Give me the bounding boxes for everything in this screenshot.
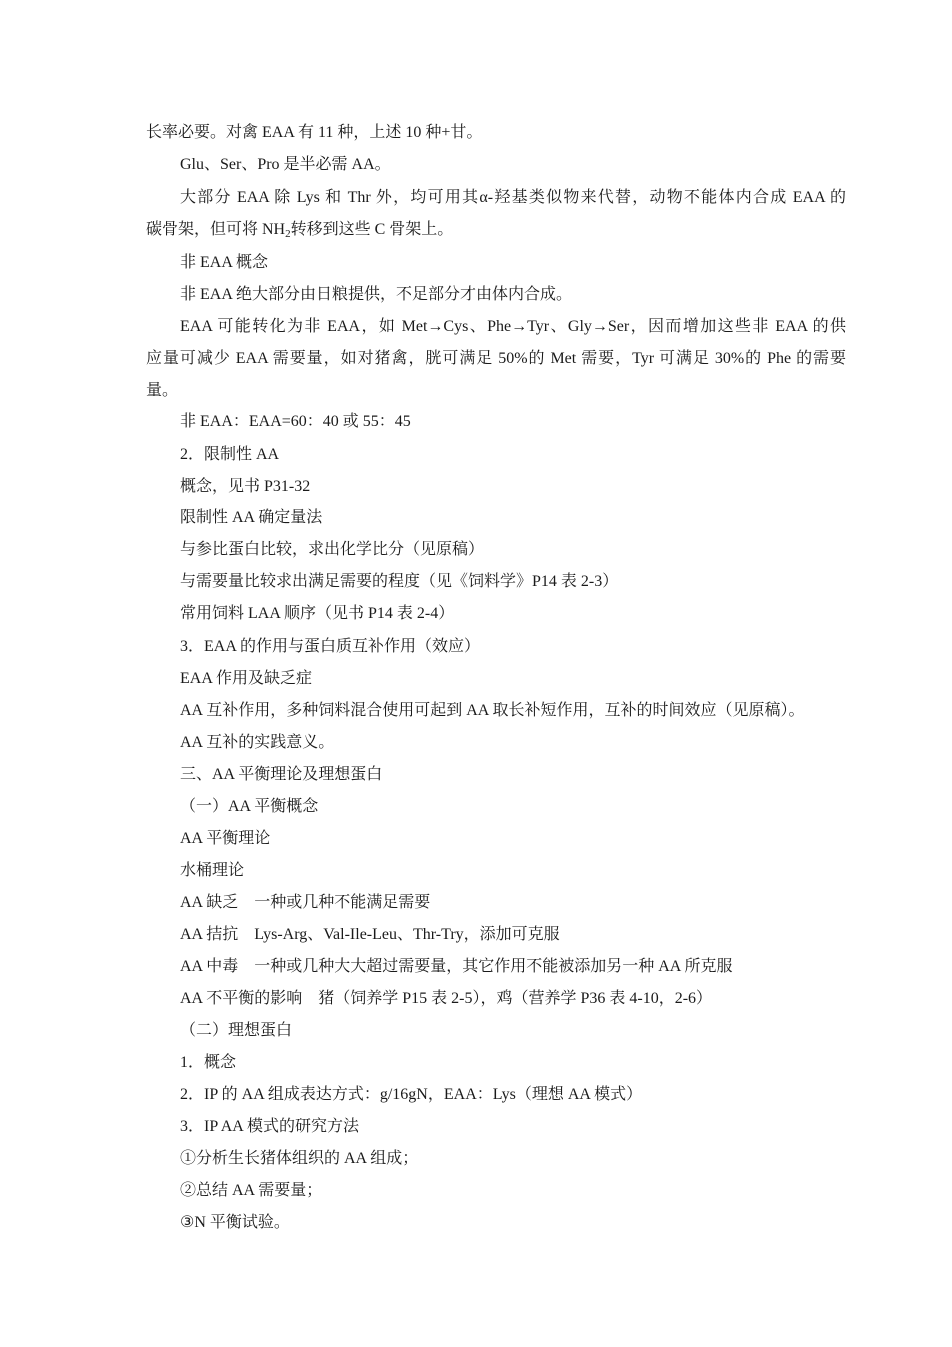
subscript: 2 [285,228,291,240]
list-item: ①分析生长猪体组织的 AA 组成； [180,1150,419,1167]
text-line: EAA 作用及缺乏症 [180,670,313,687]
text-line: 与参比蛋白比较，求出化学比分（见原稿） [180,541,485,558]
subsection-heading: （一）AA 平衡概念 [180,798,319,815]
text-line: 量。 [146,382,179,399]
text-line: 非 EAA 概念 [180,254,269,271]
text-line: 1．概念 [180,1054,237,1071]
list-item: ②总结 AA 需要量； [180,1182,323,1199]
text-line: 常用饲料 LAA 顺序（见书 P14 表 2-4） [180,605,455,622]
list-item: ③N 平衡试验。 [180,1214,290,1231]
section-heading: 2．限制性 AA [180,446,280,463]
text-line: 与需要量比较求出满足需要的程度（见《饲料学》P14 表 2-3） [180,573,619,590]
text-line: 2．IP 的 AA 组成表达方式：g/16gN，EAA：Lys（理想 AA 模式） [180,1086,643,1103]
text-line: AA 互补的实践意义。 [180,734,335,751]
definition: 猪（饲养学 P15 表 2-5），鸡（营养学 P36 表 4-10，2-6） [318,990,713,1007]
term: AA 缺乏 [180,894,239,911]
term: AA 拮抗 [180,926,239,943]
text-line: 大部分 EAA 除 Lys 和 Thr 外，均可用其α-羟基类似物来代替，动物不能体内合成 EAA 的 [180,189,846,206]
term: AA 不平衡的影响 [180,990,303,1007]
text-line: EAA 可能转化为非 EAA，如 Met→Cys、Phe→Tyr、Gly→Ser，因而增加这些非 EAA 的供 [180,318,846,335]
text-line: 概念，见书 P31-32 [180,478,311,495]
text-line: AA 平衡理论 [180,830,271,847]
text-span: 转移到这些 C 骨架上。 [290,221,454,238]
text-line: 限制性 AA 确定量法 [180,509,323,526]
definition: 一种或几种不能满足需要 [254,894,431,911]
definition: Lys-Arg、Val-Ile-Leu、Thr-Try，添加可克服 [254,926,560,943]
term: AA 中毒 [180,958,239,975]
text-line [146,220,846,240]
definition-line [180,989,846,1009]
text-line: Glu、Ser、Pro 是半必需 AA。 [180,156,391,173]
definition-line [180,957,846,977]
subsection-heading: （二）理想蛋白 [180,1022,293,1039]
text-line: 应量可减少 EAA 需要量，如对猪禽，胱可满足 50%的 Met 需要，Tyr 可满足 30%的 Phe 的需要 [146,350,846,367]
text-line: 非 EAA 绝大部分由日粮提供，不足部分才由体内合成。 [180,286,573,303]
section-heading: 3．EAA 的作用与蛋白质互补作用（效应） [180,638,481,655]
text-line: 3．IP AA 模式的研究方法 [180,1118,359,1135]
text-line: 长率必要。对禽 EAA 有 11 种，上述 10 种+甘。 [146,124,483,141]
text-line: 水桶理论 [180,862,245,879]
text-line: 非 EAA：EAA=60：40 或 55：45 [180,413,411,430]
definition-line [180,893,846,913]
text-line: AA 互补作用，多种饲料混合使用可起到 AA 取长补短作用，互补的时间效应（见原稿）。 [180,702,805,719]
section-heading: 三、AA 平衡理论及理想蛋白 [180,766,383,783]
definition-line [180,925,846,945]
text-span: 碳骨架，但可将 NH [146,221,286,238]
definition: 一种或几种大大超过需要量，其它作用不能被添加另一种 AA 所克服 [254,958,733,975]
